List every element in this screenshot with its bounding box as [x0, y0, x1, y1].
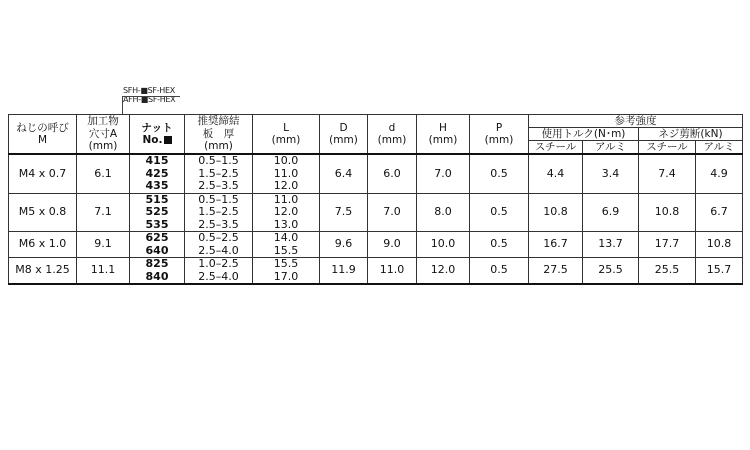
d-cell: 7.0 [368, 193, 417, 232]
L-cell: 13.0 [253, 219, 320, 232]
torque-steel-cell: 4.4 [529, 154, 583, 193]
H-cell: 10.0 [417, 232, 470, 258]
shear-alumi-cell: 10.8 [696, 232, 743, 258]
shear-steel-cell: 17.7 [639, 232, 696, 258]
header-ref-strength: 参考強度 [529, 115, 743, 128]
header-shear-steel: スチール [639, 141, 696, 155]
torque-alumi-cell: 6.9 [583, 193, 639, 232]
header-row [9, 115, 743, 128]
D-cell: 11.9 [320, 258, 368, 285]
table-row [9, 193, 743, 206]
table-row [9, 232, 743, 245]
torque-alumi-cell: 25.5 [583, 258, 639, 285]
nut-placeholder-square [164, 136, 172, 144]
L-cell: 12.0 [253, 180, 320, 193]
plate-thickness-cell: 1.5–2.5 [185, 206, 253, 219]
thread-cell: M8 x 1.25 [9, 258, 77, 285]
P-cell: 0.5 [470, 193, 529, 232]
plate-thickness-cell: 2.5–3.5 [185, 180, 253, 193]
header-nut: ナット No. [130, 115, 185, 155]
header-L: L (mm) [253, 115, 320, 155]
L-cell: 15.5 [253, 245, 320, 258]
torque-steel-cell: 27.5 [529, 258, 583, 285]
H-cell: 7.0 [417, 154, 470, 193]
plate-thickness-cell: 2.5–3.5 [185, 219, 253, 232]
d-cell: 11.0 [368, 258, 417, 285]
nut-number-cell: 415 [130, 154, 185, 168]
P-cell: 0.5 [470, 154, 529, 193]
torque-steel-cell: 10.8 [529, 193, 583, 232]
shear-alumi-cell: 6.7 [696, 193, 743, 232]
P-cell: 0.5 [470, 232, 529, 258]
torque-alumi-cell: 13.7 [583, 232, 639, 258]
nut-number-cell: 525 [130, 206, 185, 219]
shear-alumi-cell: 4.9 [696, 154, 743, 193]
plate-thickness-cell: 2.5–4.0 [185, 245, 253, 258]
d-cell: 6.0 [368, 154, 417, 193]
L-cell: 15.5 [253, 258, 320, 271]
plate-thickness-cell: 1.0–2.5 [185, 258, 253, 271]
header-H: H (mm) [417, 115, 470, 155]
nut-number-cell: 825 [130, 258, 185, 271]
header-plate: 推奨締結 板 厚 (mm) [185, 115, 253, 155]
part-prefix-label [123, 86, 175, 104]
table-row [9, 154, 743, 168]
L-cell: 12.0 [253, 206, 320, 219]
H-cell: 8.0 [417, 193, 470, 232]
header-torque-alumi: アルミ [583, 141, 639, 155]
nut-number-cell: 625 [130, 232, 185, 245]
L-cell: 11.0 [253, 168, 320, 181]
shear-steel-cell: 25.5 [639, 258, 696, 285]
hole-cell: 6.1 [77, 154, 130, 193]
header-d: d (mm) [368, 115, 417, 155]
thread-cell: M4 x 0.7 [9, 154, 77, 193]
L-cell: 11.0 [253, 193, 320, 206]
L-cell: 14.0 [253, 232, 320, 245]
header-shear-alumi: アルミ [696, 141, 743, 155]
torque-alumi-cell: 3.4 [583, 154, 639, 193]
shear-alumi-cell: 15.7 [696, 258, 743, 285]
prefix-leader-line [122, 96, 180, 97]
table-row [9, 258, 743, 271]
nut-number-cell: 840 [130, 271, 185, 285]
hole-cell: 7.1 [77, 193, 130, 232]
P-cell: 0.5 [470, 258, 529, 285]
plate-thickness-cell: 0.5–2.5 [185, 232, 253, 245]
nut-number-cell: 535 [130, 219, 185, 232]
spec-table [8, 114, 743, 285]
header-hole: 加工物 穴寸A (mm) [77, 115, 130, 155]
plate-thickness-cell: 2.5–4.0 [185, 271, 253, 285]
header-D: D (mm) [320, 115, 368, 155]
D-cell: 7.5 [320, 193, 368, 232]
plate-thickness-cell: 0.5–1.5 [185, 154, 253, 168]
nut-number-cell: 435 [130, 180, 185, 193]
L-cell: 17.0 [253, 271, 320, 285]
header-torque-steel: スチール [529, 141, 583, 155]
plate-thickness-cell: 1.5–2.5 [185, 168, 253, 181]
nut-number-cell: 515 [130, 193, 185, 206]
header-torque: 使用トルク(N･m) [529, 128, 639, 141]
header-P: P (mm) [470, 115, 529, 155]
torque-steel-cell: 16.7 [529, 232, 583, 258]
D-cell: 6.4 [320, 154, 368, 193]
header-shear: ネジ剪断(kN) [639, 128, 743, 141]
H-cell: 12.0 [417, 258, 470, 285]
nut-number-cell: 425 [130, 168, 185, 181]
shear-steel-cell: 10.8 [639, 193, 696, 232]
D-cell: 9.6 [320, 232, 368, 258]
thread-cell: M5 x 0.8 [9, 193, 77, 232]
shear-steel-cell: 7.4 [639, 154, 696, 193]
prefix-line-1: SFH-■SF-HEX [123, 86, 175, 95]
hole-cell: 11.1 [77, 258, 130, 285]
L-cell: 10.0 [253, 154, 320, 168]
plate-thickness-cell: 0.5–1.5 [185, 193, 253, 206]
prefix-leader-vline [122, 96, 123, 114]
prefix-line-2: AFH-■SF-HEX [123, 95, 176, 104]
d-cell: 9.0 [368, 232, 417, 258]
header-thread: ねじの呼び M [9, 115, 77, 155]
hole-cell: 9.1 [77, 232, 130, 258]
nut-number-cell: 640 [130, 245, 185, 258]
thread-cell: M6 x 1.0 [9, 232, 77, 258]
